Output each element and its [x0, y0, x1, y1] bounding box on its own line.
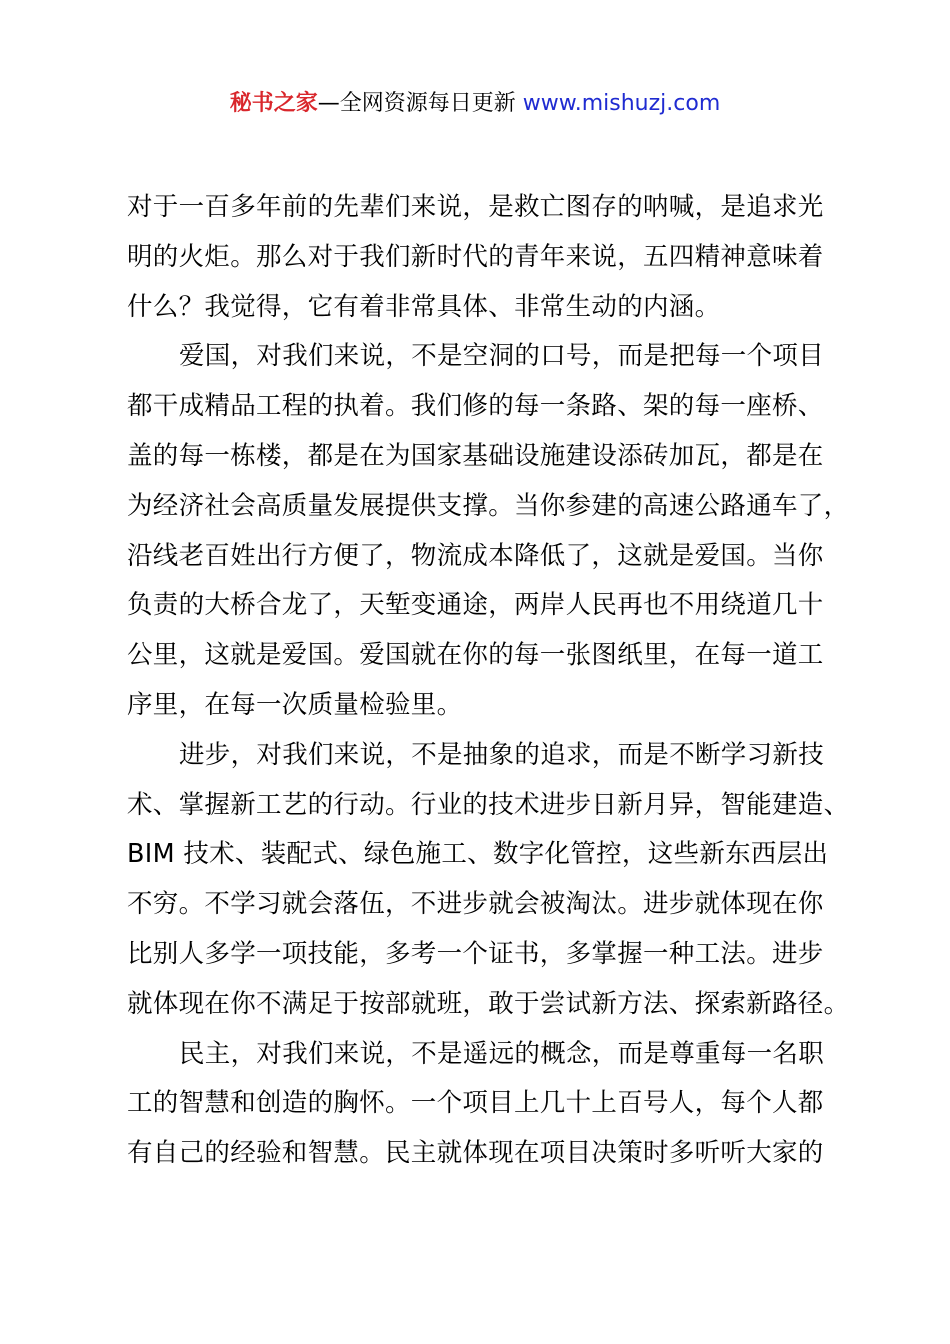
text-line: 不穷。不学习就会落伍，不进步就会被淘汰。进步就体现在你 [127, 889, 824, 920]
text-line: 负责的大桥合龙了，天堑变通途，两岸人民再也不用绕道几十 [127, 590, 824, 621]
text-line: 沿线老百姓出行方便了，物流成本降低了，这就是爱国。当你 [127, 540, 824, 571]
text-line: 为经济社会高质量发展提供支撑。当你参建的高速公路通车了， [127, 490, 850, 521]
header-tagline: —全网资源每日更新 [317, 91, 523, 116]
text-line: 对于一百多年前的先辈们来说，是救亡图存的呐喊，是追求光 [127, 192, 824, 222]
text-line: 工的智慧和创造的胸怀。一个项目上几十上百号人，每个人都 [127, 1088, 824, 1119]
text-line: 盖的每一栋楼，都是在为国家基础设施建设添砖加瓦，都是在 [127, 440, 824, 471]
paragraph-first-line: 爱国，对我们来说，不是空洞的口号，而是把每一个项目 [179, 341, 825, 372]
paragraph-first-line: 民主，对我们来说，不是遥远的概念，而是尊重每一名职 [179, 1038, 825, 1069]
article-body [127, 183, 850, 1179]
paragraph-first-line: 进步，对我们来说，不是抽象的追求，而是不断学习新技 [179, 739, 825, 770]
text-line: 比别人多学一项技能，多考一个证书，多掌握一种工法。进步 [127, 938, 824, 969]
text-line: BIM 技术、装配式、绿色施工、数字化管控，这些新东西层出 [127, 839, 829, 870]
text-line: 就体现在你不满足于按部就班，敢于尝试新方法、探索新路径。 [127, 988, 850, 1019]
brand-name: 秘书之家 [229, 91, 318, 116]
text-line: 序里，在每一次质量检验里。 [127, 689, 463, 720]
text-line: 公里，这就是爱国。爱国就在你的每一张图纸里，在每一道工 [127, 640, 824, 671]
site-url[interactable]: www.mishuzj.com [522, 91, 721, 116]
text-line: 术、掌握新工艺的行动。行业的技术进步日新月异，智能建造、 [127, 789, 850, 820]
text-line: 有自己的经验和智慧。民主就体现在项目决策时多听听大家的 [127, 1138, 824, 1169]
site-header [0, 86, 950, 122]
text-line: 什么？我觉得，它有着非常具体、非常生动的内涵。 [127, 291, 721, 322]
text-line: 明的火炬。那么对于我们新时代的青年来说，五四精神意味着 [127, 241, 824, 272]
text-line: 都干成精品工程的执着。我们修的每一条路、架的每一座桥、 [127, 391, 824, 422]
